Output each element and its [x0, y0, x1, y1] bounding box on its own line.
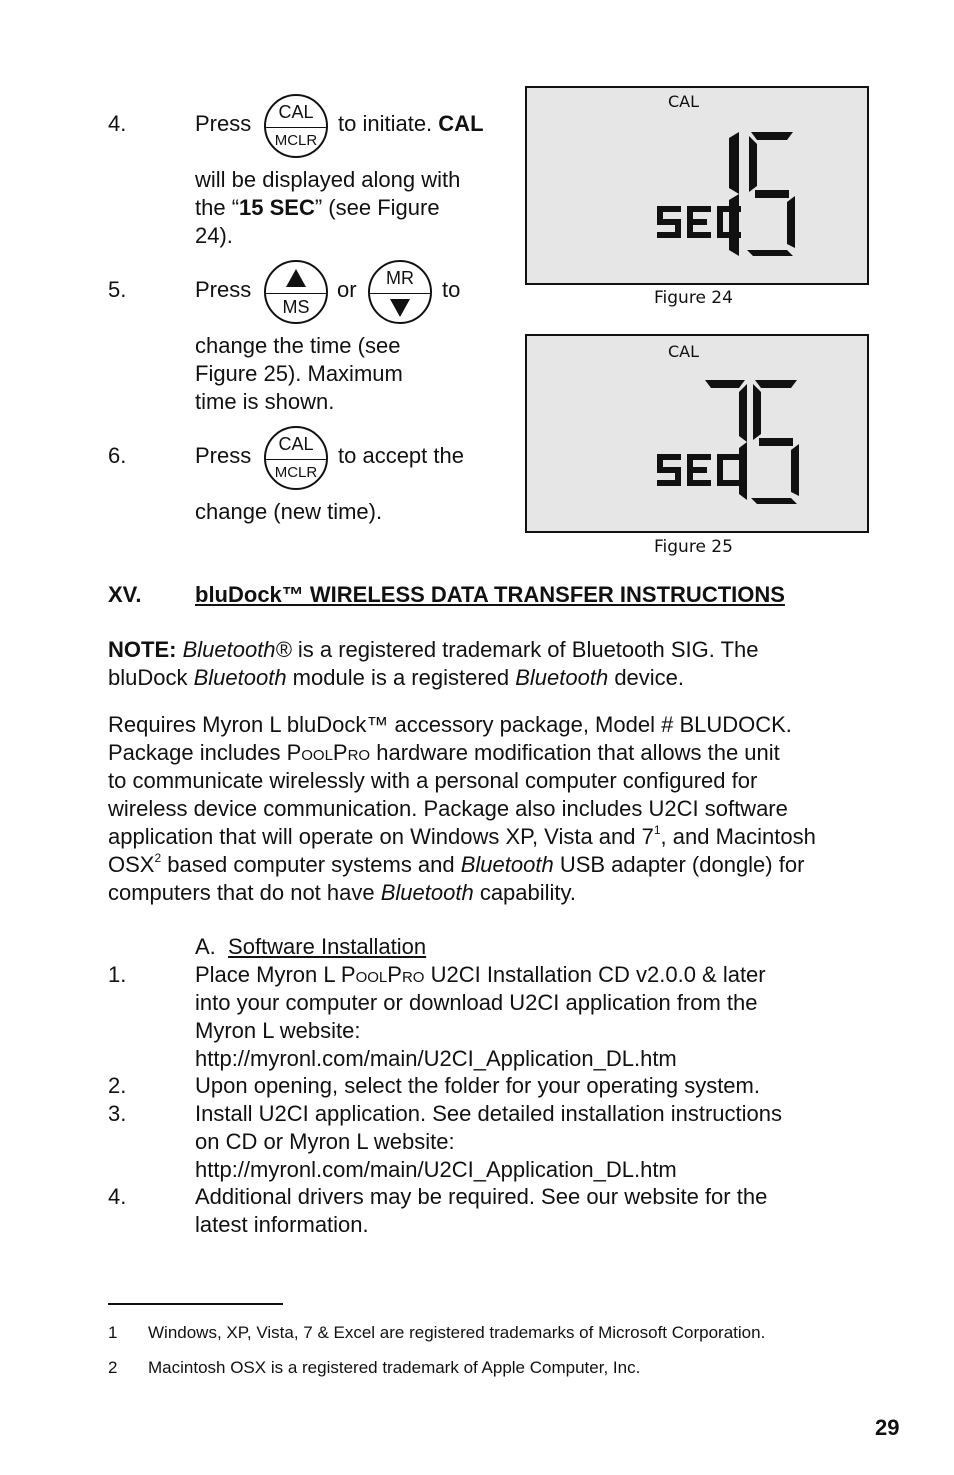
- step-number: 4.: [108, 111, 127, 136]
- mr-down-button: [368, 260, 432, 324]
- footnote-text: Macintosh OSX is a registered trademark of Apple Computer, Inc.: [148, 1358, 641, 1377]
- cal-label: CAL: [278, 434, 314, 454]
- lcd-digit-1: [729, 132, 739, 194]
- figure-caption: Figure 25: [654, 537, 733, 557]
- footnote-number: 1: [108, 1323, 118, 1342]
- list-item: Install U2CI application. See detailed installation instructions on CD or Myron L website: http://myronl.com/main/U2CI_Application_DL.htm: [195, 1101, 782, 1182]
- list-item: Place Myron L PoolPro U2CI Installation CD v2.0.0 & later into your computer or download U2CI application from the Myron L website: http://myronl.com/main/U2CI_Application_DL.htm: [195, 962, 766, 1071]
- step-text: or: [337, 277, 357, 302]
- step-text: to: [442, 277, 461, 302]
- figure-caption: Figure 24: [654, 288, 733, 308]
- footnote-number: 2: [108, 1358, 118, 1377]
- list-number: 3.: [108, 1101, 127, 1126]
- up-ms-button: [264, 260, 328, 324]
- mclr-label: MCLR: [274, 464, 318, 481]
- cal-mclr-button: [264, 94, 328, 158]
- note-paragraph: NOTE: Bluetooth® is a registered trademark of Bluetooth SIG. The bluDock Bluetooth module is a registered Bluetooth device.: [108, 637, 759, 690]
- subsection-heading: A. Software Installation: [195, 934, 427, 959]
- section-title: bluDock™ WIRELESS DATA TRANSFER INSTRUCTIONS: [195, 582, 785, 607]
- cal-indicator: CAL: [668, 92, 700, 111]
- step-text: the “15 SEC” (see Figure: [195, 195, 440, 220]
- lcd-segments: [527, 88, 867, 283]
- requires-paragraph: Requires Myron L bluDock™ accessory package, Model # BLUDOCK. Package includes PoolPro hardware modification that allows the unit to communicate wirelessly with a personal computer configured for wireless device communication. Package also includes U2CI software application that will operate on Windows XP, Vista and $7^1$, and Macintosh OSX$^2$ based computer systems and Bluetooth USB adapter (dongle) for computers that do not have Bluetooth capability.: [108, 712, 816, 905]
- cal-mclr-button: [264, 426, 328, 490]
- step-text: to initiate. CAL: [338, 111, 484, 136]
- cal-indicator: CAL: [668, 342, 700, 361]
- step-text: will be displayed along with: [195, 167, 461, 192]
- lcd-segments: [527, 336, 867, 531]
- step-text: change (new time).: [195, 499, 383, 524]
- step-text: Figure 25). Maximum: [195, 361, 403, 386]
- cal-label: CAL: [278, 102, 314, 122]
- down-arrow-icon: [390, 299, 410, 317]
- footnote-text: Windows, XP, Vista, 7 & Excel are registered trademarks of Microsoft Corporation.: [148, 1323, 766, 1342]
- lcd-display-figure-24: [525, 86, 869, 285]
- step-text: 24).: [195, 223, 233, 248]
- list-item: Upon opening, select the folder for your operating system.: [195, 1073, 760, 1098]
- step-text: Press: [195, 111, 252, 136]
- ms-label: MS: [282, 297, 310, 317]
- step-number: 5.: [108, 277, 127, 302]
- step-text: change the time (see: [195, 333, 401, 358]
- up-arrow-icon: [286, 269, 306, 287]
- step-text: time is shown.: [195, 389, 335, 414]
- list-number: 2.: [108, 1073, 127, 1098]
- section-number: XV.: [108, 582, 142, 607]
- lcd-display-figure-25: [525, 334, 869, 533]
- list-number: 4.: [108, 1184, 127, 1209]
- step-text: Press: [195, 277, 252, 302]
- page-number: 29: [875, 1415, 900, 1440]
- footnote-rule: [108, 1303, 283, 1305]
- step-text: to accept the: [338, 443, 464, 468]
- step-number: 6.: [108, 443, 127, 468]
- step-text: Press: [195, 443, 252, 468]
- mr-label: MR: [386, 268, 414, 288]
- list-number: 1.: [108, 962, 127, 987]
- list-item: Additional drivers may be required. See our website for the latest information.: [195, 1184, 768, 1237]
- mclr-label: MCLR: [274, 132, 318, 149]
